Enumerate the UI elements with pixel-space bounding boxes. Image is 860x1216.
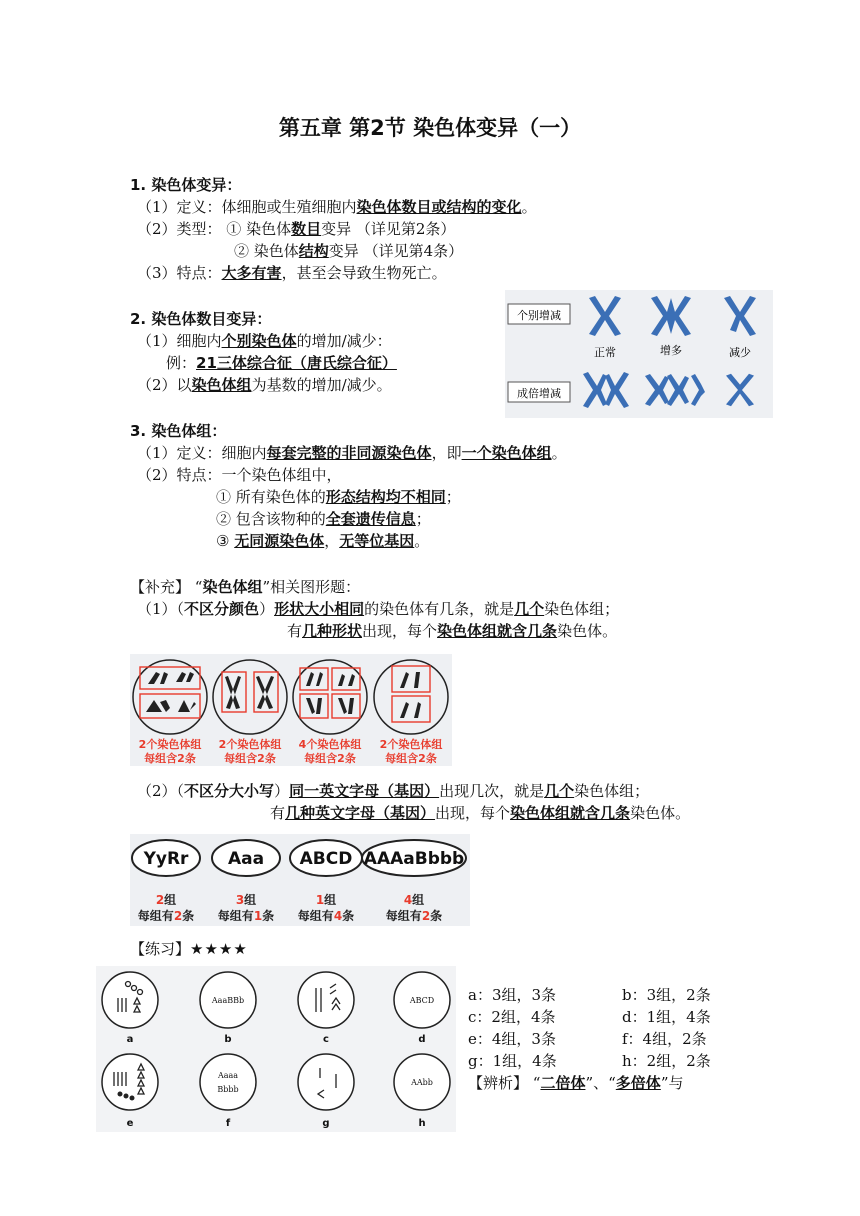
gene-groups-diagram [130,834,470,926]
shape-groups-figure [130,654,452,766]
cell-circle-1 [133,660,207,734]
label-individual: 个别增减 [517,309,561,322]
chromosome-increase-icon [651,296,691,336]
gene-per-1: 每组有2条 [137,909,195,923]
chromosome-normal-icon [589,296,621,336]
s3-feature-1: ① 所有染色体的形态结构均不相同； [216,488,461,506]
s2-example: 例：21三体综合征（唐氏综合征） [166,354,397,372]
chromosome-halved-icon [726,374,754,406]
answer-g: g：1组，4条 [468,1052,557,1070]
practice-figure [96,966,456,1132]
practice-text-f2: Bbbb [217,1085,239,1094]
practice-letter-f: f [225,1118,231,1129]
practice-diagram [96,966,456,1132]
s1-definition: （1）定义：体细胞或生殖细胞内染色体数目或结构的变化。 [137,198,537,216]
gene-text-4: AAAaBbbb [363,849,465,869]
practice-letter-g: g [322,1118,330,1129]
difficulty-stars: ★★★★ [190,940,248,958]
fig1-cap-1-top: 2个染色体组 [138,738,202,751]
gene-text-1: YyRr [143,849,189,869]
caption-decrease: 减少 [729,346,751,359]
practice-text-f1: Aaaa [217,1071,239,1080]
fig1-cap-3-top: 4个染色体组 [298,738,362,751]
answer-f: f：4组，2条 [622,1030,707,1048]
gene-per-4: 每组有2条 [385,909,443,923]
fig1-cap-4-bottom: 每组含2条 [385,752,437,765]
s3-feature-2: ② 包含该物种的全套遗传信息； [216,510,431,528]
supplement-point-2b: 有几种英文字母（基因）出现，每个染色体组就含几条染色体。 [270,804,691,822]
section-1-heading: 1. 染色体变异： [130,176,242,194]
fig1-cap-2-bottom: 每组含2条 [224,752,276,765]
gene-per-2: 每组有1条 [217,909,275,923]
chromosome-number-diagram [505,290,773,418]
caption-normal: 正常 [594,346,616,359]
answer-d: d：1组，4条 [622,1008,711,1026]
answer-h: h：2组，2条 [622,1052,711,1070]
analysis-line: 【辨析】 “二倍体”、“多倍体”与 [468,1074,684,1092]
gene-text-3: ABCD [299,849,353,869]
section-2-heading: 2. 染色体数目变异： [130,310,272,328]
s2-line-2: （2）以染色体组为基数的增加/减少。 [137,376,392,394]
cell-circle-3 [293,660,367,734]
caption-increase: 增多 [660,344,682,357]
gene-text-2: Aaa [227,849,265,869]
chromosome-tripled-icon [645,374,705,406]
s1-type-1: （2）类型： ① 染色体数目变异 （详见第2条） [137,220,456,238]
practice-letter-c: c [323,1034,329,1045]
page-title: 第五章 第2节 染色体变异（一） [278,116,582,140]
gene-groups-2: 3组 [235,893,257,907]
s1-type-2: ② 染色体结构变异 （详见第4条） [234,242,464,260]
supplement-point-2: （2）（不区分大小写）同一英文字母（基因）出现几次，就是几个染色体组； [137,782,650,800]
fig1-cap-3-bottom: 每组含2条 [304,752,356,765]
s1-feature: （3）特点：大多有害，甚至会导致生物死亡。 [137,264,447,282]
answer-c: c：2组，4条 [468,1008,556,1026]
answer-a: a：3组，3条 [468,986,557,1004]
section-3-heading: 3. 染色体组： [130,422,227,440]
cell-circle-4 [374,660,448,734]
shape-groups-diagram [130,654,452,766]
practice-letter-b: b [224,1034,232,1045]
practice-heading: 【练习】★★★★ [130,940,248,958]
fig1-cap-2-top: 2个染色体组 [218,738,282,751]
gene-groups-3: 1组 [315,893,337,907]
chromosome-number-figure [505,290,773,418]
chromosome-doubled-icon [583,372,629,408]
s3-definition: （1）定义：细胞内每套完整的非同源染色体，即一个染色体组。 [137,444,567,462]
supplement-heading: 【补充】 “染色体组”相关图形题： [130,578,361,596]
label-multiple: 成倍增减 [517,387,561,400]
gene-per-3: 每组有4条 [297,909,355,923]
fig1-cap-4-top: 2个染色体组 [379,738,443,751]
cell-circle-2 [213,660,287,734]
fig1-cap-1-bottom: 每组含2条 [144,752,196,765]
practice-letter-e: e [126,1118,134,1129]
s3-feature-3: ③ 无同源染色体，无等位基因。 [216,532,430,550]
chromosome-decrease-icon [724,296,756,336]
gene-groups-figure [130,834,470,926]
practice-text-b: AaaBBb [211,996,245,1005]
practice-text-h: AAbb [411,1078,433,1087]
s3-feature-head: （2）特点：一个染色体组中， [137,466,342,484]
practice-letter-a: a [126,1034,134,1045]
answer-b: b：3组，2条 [622,986,711,1004]
supplement-point-1: （1）（不区分颜色）形状大小相同的染色体有几条，就是几个染色体组； [137,600,620,618]
gene-groups-4: 4组 [403,893,425,907]
practice-letter-d: d [418,1034,426,1045]
supplement-point-1b: 有几种形状出现，每个染色体组就含几条染色体。 [287,622,618,640]
shape-group-captions [139,737,443,765]
practice-text-d: ABCD [409,996,435,1005]
gene-groups-1: 2组 [155,893,177,907]
practice-letter-h: h [418,1118,426,1129]
answer-e: e：4组，3条 [468,1030,556,1048]
s2-line-1: （1）细胞内个别染色体的增加/减少： [137,332,392,350]
